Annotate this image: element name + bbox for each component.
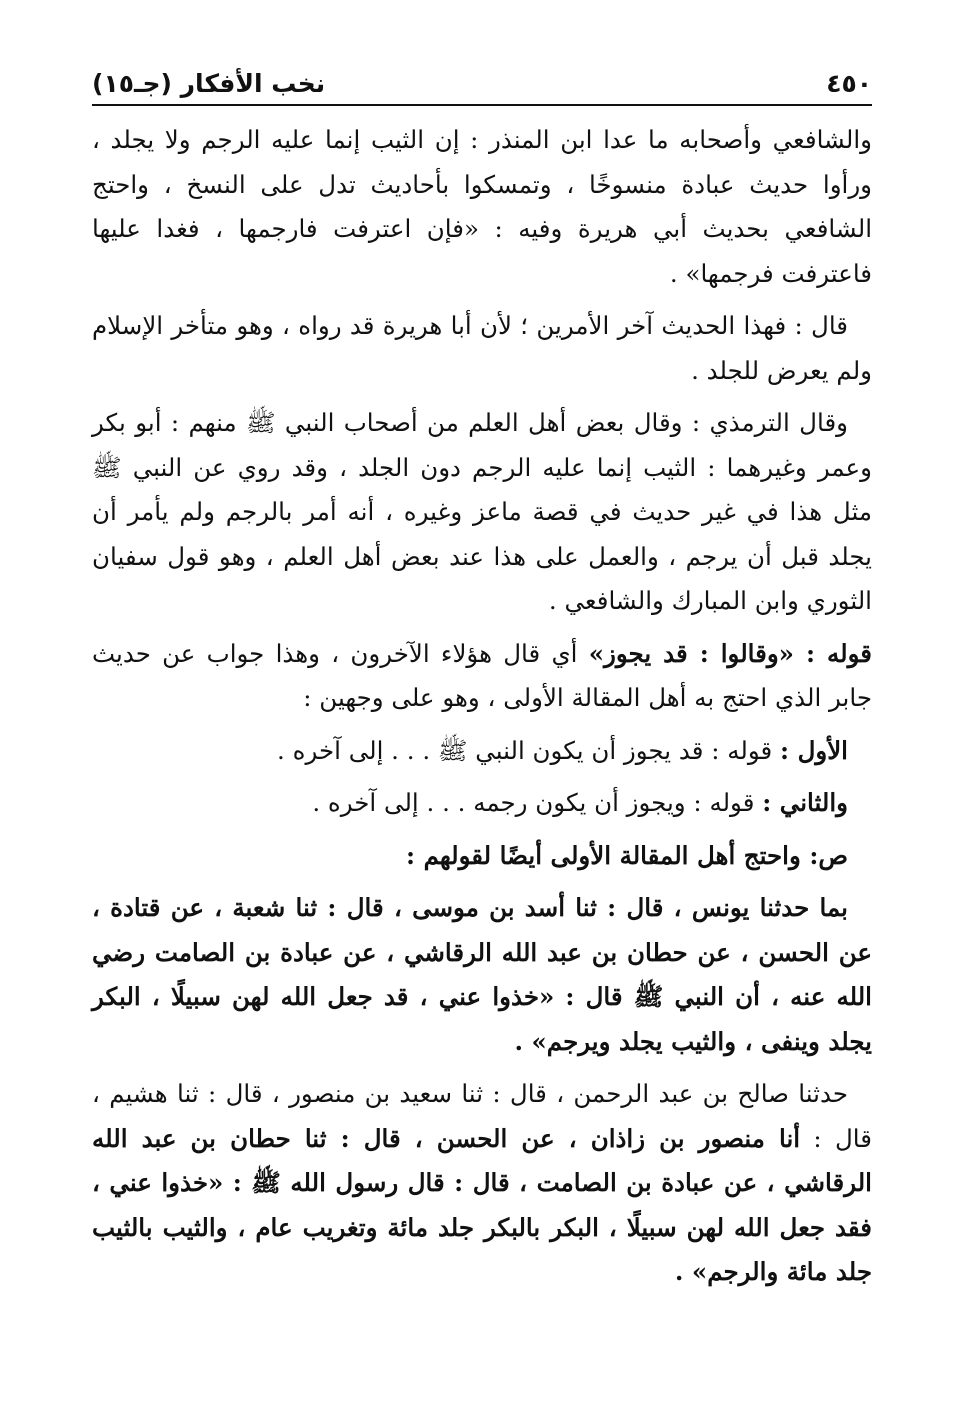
hadith-ubada-2-text: أنا منصور بن زاذان ، عن الحسن ، قال : ثنا حطان بن عبد الله الرقاشي ، عن عبادة بن الصامت ، قال : قال رسول الله ﷺ : «خذوا عني ، فقد جعل الله لهن سبيلًا ، البكر بالبكر جلد مائة وتغريب عام ، والثيب بالثيب جلد مائة والرجم» . [92, 1123, 872, 1286]
book-title: نخب الأفكار (جـ١٥) [92, 69, 326, 98]
paragraph-commentary [92, 632, 872, 721]
point-first [92, 729, 872, 774]
paragraph-shafii: والشافعي وأصحابه ما عدا ابن المنذر : إن الثيب إنما عليه الرجم ولا يجلد ، ورأوا حديث عبادة منسوخًا ، وتمسكوا بأحاديث تدل على النسخ ، واحتج الشافعي بحديث أبي هريرة وفيه : «فإن اعترفت فارجمها ، فغدا عليها فاعترفت فرجمها» . [92, 125, 872, 288]
hadith-ubada-1: بما حدثنا يونس ، قال : ثنا أسد بن موسى ، قال : ثنا شعبة ، عن قتادة ، عن الحسن ، عن حطان بن عبد الله الرقاشي ، عن عبادة بن الصامت رضي الله عنه ، أن النبي ﷺ قال : «خذوا عني ، قد جعل الله لهن سبيلًا ، البكر يجلد وينفى ، والثيب يجلد ويرجم» . [92, 893, 872, 1056]
book-page [92, 58, 872, 1303]
point-second-text: قوله : ويجوز أن يكون رجمه . . . إلى آخره . [312, 788, 763, 817]
commentary-text: أي قال هؤلاء الآخرون ، وهذا جواب عن حديث جابر الذي احتج به أهل المقالة الأولى ، وهو على وجهين : [92, 638, 872, 712]
hadith-ubada-2-isnad: حدثنا صالح بن عبد الرحمن ، قال : ثنا سعيد بن منصور ، قال : ثنا هشيم ، قال : [92, 1079, 872, 1153]
commentary-lead: قوله : «وقالوا : قد يجوز» [588, 638, 872, 668]
running-header [92, 58, 872, 98]
hadith-ubada-2 [92, 1072, 872, 1295]
header-rule [92, 104, 872, 106]
paragraph-tirmidhi: وقال الترمذي : وقال بعض أهل العلم من أصحاب النبي ﷺ منهم : أبو بكر وعمر وغيرهما : الثيب إنما عليه الرجم دون الجلد ، وقد روي عن النبي ﷺ مثل هذا في غير حديث في قصة ماعز وغيره ، أنه أمر بالرجم ولم يأمر أن يجلد قبل أن يرجم ، والعمل على هذا عند بعض أهل العلم ، وهو قول سفيان الثوري وابن المبارك والشافعي . [92, 408, 872, 615]
paragraph-last-of-two: قال : فهذا الحديث آخر الأمرين ؛ لأن أبا هريرة قد رواه ، وهو متأخر الإسلام ولم يعرض للجلد . [92, 311, 872, 385]
point-first-lead: الأول : [780, 735, 848, 765]
point-second [92, 781, 872, 826]
point-second-lead: والثاني : [762, 788, 848, 817]
point-first-text: قوله : قد يجوز أن يكون النبي ﷺ . . . إلى آخره . [277, 735, 780, 765]
section-heading: ص: واحتج أهل المقالة الأولى أيضًا لقولهم : [406, 840, 848, 870]
page-number: ٤٥٠ [826, 69, 872, 98]
